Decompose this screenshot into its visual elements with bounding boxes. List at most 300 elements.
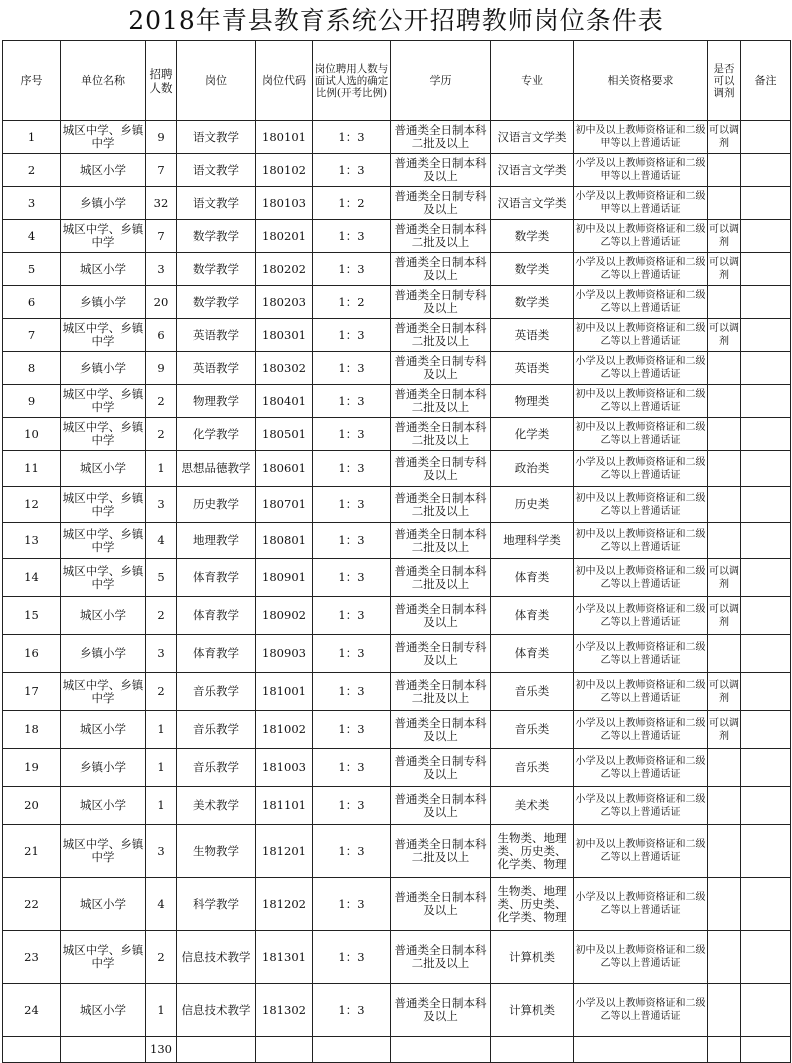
table-row <box>3 931 791 984</box>
unit-name-cell: 城区小学 <box>61 253 146 286</box>
post-code-cell: 181301 <box>256 931 313 984</box>
hire-count-cell: 7 <box>146 220 177 253</box>
major-cell: 物理类 <box>491 385 574 418</box>
ratio-cell: 1：2 <box>313 286 391 319</box>
table-body <box>3 121 791 1063</box>
unit-name-cell: 城区中学、乡镇中学 <box>61 385 146 418</box>
row-number-cell: 6 <box>3 286 61 319</box>
major-cell: 数学类 <box>491 220 574 253</box>
table-row <box>3 825 791 878</box>
adjustable-cell: 可以调剂 <box>708 597 741 635</box>
adjustable-cell: 可以调剂 <box>708 253 741 286</box>
qualification-cell: 小学及以上教师资格证和二级乙等以上普通话证 <box>574 984 708 1037</box>
post-name-cell: 音乐教学 <box>177 673 256 711</box>
unit-name-cell: 城区小学 <box>61 451 146 487</box>
post-code-cell: 181302 <box>256 984 313 1037</box>
unit-name-cell: 城区小学 <box>61 154 146 187</box>
hire-count-cell: 2 <box>146 931 177 984</box>
post-name-cell: 信息技术教学 <box>177 984 256 1037</box>
unit-name-cell: 城区中学、乡镇中学 <box>61 559 146 597</box>
hire-count-cell: 1 <box>146 749 177 787</box>
major-cell: 体育类 <box>491 635 574 673</box>
ratio-cell: 1：3 <box>313 559 391 597</box>
post-name-cell: 数学教学 <box>177 253 256 286</box>
qualification-cell: 初中及以上教师资格证和二级乙等以上普通话证 <box>574 487 708 523</box>
qualification-cell: 小学及以上教师资格证和二级乙等以上普通话证 <box>574 635 708 673</box>
post-code-cell: 180302 <box>256 352 313 385</box>
header-cell: 岗位聘用人数与面试人选的确定比例(开考比例) <box>313 41 391 121</box>
table-row <box>3 253 791 286</box>
unit-name-cell: 城区中学、乡镇中学 <box>61 487 146 523</box>
major-cell: 汉语言文学类 <box>491 187 574 220</box>
page-title: 2018年青县教育系统公开招聘教师岗位条件表 <box>128 6 664 35</box>
table-row <box>3 523 791 559</box>
post-code-cell: 180202 <box>256 253 313 286</box>
qualification-cell: 小学及以上教师资格证和二级乙等以上普通话证 <box>574 451 708 487</box>
remark-cell <box>741 385 791 418</box>
unit-name-cell: 城区中学、乡镇中学 <box>61 673 146 711</box>
table-row <box>3 451 791 487</box>
unit-name-cell: 城区小学 <box>61 597 146 635</box>
education-cell: 普通类全日制专科及以上 <box>391 286 491 319</box>
table-row <box>3 597 791 635</box>
qualification-cell: 小学及以上教师资格证和二级甲等以上普通话证 <box>574 154 708 187</box>
row-number-cell: 11 <box>3 451 61 487</box>
hire-count-cell: 9 <box>146 121 177 154</box>
row-number-cell: 13 <box>3 523 61 559</box>
remark-cell <box>741 253 791 286</box>
row-number-cell: 23 <box>3 931 61 984</box>
ratio-cell: 1：3 <box>313 931 391 984</box>
post-name-cell: 英语教学 <box>177 319 256 352</box>
row-number-cell: 21 <box>3 825 61 878</box>
remark-cell <box>741 418 791 451</box>
qualification-cell: 小学及以上教师资格证和二级乙等以上普通话证 <box>574 286 708 319</box>
hire-count-cell: 20 <box>146 286 177 319</box>
total-education-cell <box>391 1037 491 1063</box>
adjustable-cell <box>708 352 741 385</box>
post-code-cell: 181101 <box>256 787 313 825</box>
post-code-cell: 180601 <box>256 451 313 487</box>
ratio-cell: 1：3 <box>313 878 391 931</box>
qualification-cell: 初中及以上教师资格证和二级甲等以上普通话证 <box>574 121 708 154</box>
adjustable-cell <box>708 931 741 984</box>
adjustable-cell: 可以调剂 <box>708 673 741 711</box>
major-cell: 体育类 <box>491 559 574 597</box>
education-cell: 普通类全日制本科及以上 <box>391 154 491 187</box>
hire-count-cell: 32 <box>146 187 177 220</box>
adjustable-cell <box>708 385 741 418</box>
remark-cell <box>741 787 791 825</box>
education-cell: 普通类全日制本科二批及以上 <box>391 523 491 559</box>
adjustable-cell <box>708 749 741 787</box>
ratio-cell: 1：3 <box>313 597 391 635</box>
ratio-cell: 1：3 <box>313 635 391 673</box>
hire-count-cell: 9 <box>146 352 177 385</box>
hire-count-cell: 2 <box>146 385 177 418</box>
ratio-cell: 1：3 <box>313 121 391 154</box>
row-number-cell: 1 <box>3 121 61 154</box>
row-number-cell: 18 <box>3 711 61 749</box>
qualification-cell: 初中及以上教师资格证和二级乙等以上普通话证 <box>574 931 708 984</box>
header-cell: 岗位 <box>177 41 256 121</box>
education-cell: 普通类全日制本科二批及以上 <box>391 825 491 878</box>
hire-count-cell: 1 <box>146 451 177 487</box>
post-name-cell: 数学教学 <box>177 286 256 319</box>
table-row <box>3 878 791 931</box>
ratio-cell: 1：3 <box>313 787 391 825</box>
unit-name-cell: 城区中学、乡镇中学 <box>61 931 146 984</box>
adjustable-cell <box>708 451 741 487</box>
major-cell: 音乐类 <box>491 711 574 749</box>
qualification-cell: 小学及以上教师资格证和二级乙等以上普通话证 <box>574 352 708 385</box>
total-ratio-cell <box>313 1037 391 1063</box>
major-cell: 美术类 <box>491 787 574 825</box>
position-table <box>2 40 791 1063</box>
row-number-cell: 5 <box>3 253 61 286</box>
post-code-cell: 181002 <box>256 711 313 749</box>
qualification-cell: 初中及以上教师资格证和二级乙等以上普通话证 <box>574 220 708 253</box>
table-row <box>3 319 791 352</box>
adjustable-cell: 可以调剂 <box>708 559 741 597</box>
education-cell: 普通类全日制本科及以上 <box>391 984 491 1037</box>
ratio-cell: 1：3 <box>313 673 391 711</box>
adjustable-cell <box>708 635 741 673</box>
remark-cell <box>741 984 791 1037</box>
qualification-cell: 小学及以上教师资格证和二级乙等以上普通话证 <box>574 253 708 286</box>
hire-count-cell: 1 <box>146 787 177 825</box>
remark-cell <box>741 597 791 635</box>
post-name-cell: 音乐教学 <box>177 711 256 749</box>
post-name-cell: 物理教学 <box>177 385 256 418</box>
post-name-cell: 体育教学 <box>177 597 256 635</box>
ratio-cell: 1：3 <box>313 154 391 187</box>
post-code-cell: 180801 <box>256 523 313 559</box>
qualification-cell: 小学及以上教师资格证和二级乙等以上普通话证 <box>574 711 708 749</box>
adjustable-cell: 可以调剂 <box>708 220 741 253</box>
adjustable-cell: 可以调剂 <box>708 319 741 352</box>
remark-cell <box>741 559 791 597</box>
post-name-cell: 地理教学 <box>177 523 256 559</box>
adjustable-cell <box>708 286 741 319</box>
row-number-cell: 16 <box>3 635 61 673</box>
hire-count-cell: 5 <box>146 559 177 597</box>
remark-cell <box>741 154 791 187</box>
major-cell: 数学类 <box>491 253 574 286</box>
row-number-cell: 8 <box>3 352 61 385</box>
unit-name-cell: 城区小学 <box>61 787 146 825</box>
table-row <box>3 385 791 418</box>
unit-name-cell: 城区小学 <box>61 878 146 931</box>
hire-count-cell: 6 <box>146 319 177 352</box>
table-row <box>3 787 791 825</box>
ratio-cell: 1：3 <box>313 487 391 523</box>
hire-count-cell: 3 <box>146 487 177 523</box>
total-remark-cell <box>741 1037 791 1063</box>
major-cell: 音乐类 <box>491 749 574 787</box>
table-row <box>3 418 791 451</box>
qualification-cell: 小学及以上教师资格证和二级乙等以上普通话证 <box>574 749 708 787</box>
hire-count-cell: 4 <box>146 878 177 931</box>
post-name-cell: 生物教学 <box>177 825 256 878</box>
adjustable-cell <box>708 487 741 523</box>
major-cell: 生物类、地理类、历史类、化学类、物理 <box>491 825 574 878</box>
row-number-cell: 24 <box>3 984 61 1037</box>
total-hire-count-cell: 130 <box>146 1037 177 1063</box>
education-cell: 普通类全日制本科二批及以上 <box>391 418 491 451</box>
row-number-cell: 4 <box>3 220 61 253</box>
header-cell: 招聘人数 <box>146 41 177 121</box>
major-cell: 音乐类 <box>491 673 574 711</box>
total-row <box>3 1037 791 1063</box>
remark-cell <box>741 451 791 487</box>
major-cell: 英语类 <box>491 352 574 385</box>
qualification-cell: 初中及以上教师资格证和二级乙等以上普通话证 <box>574 559 708 597</box>
total-unit-name-cell <box>61 1037 146 1063</box>
remark-cell <box>741 121 791 154</box>
header-cell: 是否可以调剂 <box>708 41 741 121</box>
qualification-cell: 小学及以上教师资格证和二级乙等以上普通话证 <box>574 597 708 635</box>
qualification-cell: 小学及以上教师资格证和二级乙等以上普通话证 <box>574 787 708 825</box>
table-row <box>3 635 791 673</box>
table-row <box>3 187 791 220</box>
qualification-cell: 小学及以上教师资格证和二级乙等以上普通话证 <box>574 878 708 931</box>
unit-name-cell: 城区中学、乡镇中学 <box>61 319 146 352</box>
post-name-cell: 语文教学 <box>177 154 256 187</box>
table-row <box>3 154 791 187</box>
hire-count-cell: 2 <box>146 418 177 451</box>
total-adjustable-cell <box>708 1037 741 1063</box>
unit-name-cell: 城区小学 <box>61 711 146 749</box>
education-cell: 普通类全日制本科二批及以上 <box>391 385 491 418</box>
row-number-cell: 3 <box>3 187 61 220</box>
post-code-cell: 181001 <box>256 673 313 711</box>
ratio-cell: 1：3 <box>313 749 391 787</box>
ratio-cell: 1：3 <box>313 523 391 559</box>
post-code-cell: 180301 <box>256 319 313 352</box>
unit-name-cell: 城区小学 <box>61 984 146 1037</box>
unit-name-cell: 城区中学、乡镇中学 <box>61 523 146 559</box>
ratio-cell: 1：3 <box>313 253 391 286</box>
major-cell: 历史类 <box>491 487 574 523</box>
major-cell: 计算机类 <box>491 984 574 1037</box>
hire-count-cell: 7 <box>146 154 177 187</box>
post-code-cell: 180401 <box>256 385 313 418</box>
remark-cell <box>741 825 791 878</box>
header-cell: 备注 <box>741 41 791 121</box>
qualification-cell: 初中及以上教师资格证和二级乙等以上普通话证 <box>574 385 708 418</box>
major-cell: 地理科学类 <box>491 523 574 559</box>
header-cell: 专业 <box>491 41 574 121</box>
ratio-cell: 1：3 <box>313 825 391 878</box>
adjustable-cell: 可以调剂 <box>708 711 741 749</box>
ratio-cell: 1：3 <box>313 418 391 451</box>
table-row <box>3 559 791 597</box>
row-number-cell: 14 <box>3 559 61 597</box>
post-code-cell: 181003 <box>256 749 313 787</box>
qualification-cell: 初中及以上教师资格证和二级乙等以上普通话证 <box>574 673 708 711</box>
qualification-cell: 小学及以上教师资格证和二级甲等以上普通话证 <box>574 187 708 220</box>
education-cell: 普通类全日制本科及以上 <box>391 253 491 286</box>
unit-name-cell: 城区中学、乡镇中学 <box>61 418 146 451</box>
post-name-cell: 体育教学 <box>177 635 256 673</box>
adjustable-cell <box>708 418 741 451</box>
qualification-cell: 初中及以上教师资格证和二级乙等以上普通话证 <box>574 523 708 559</box>
education-cell: 普通类全日制专科及以上 <box>391 451 491 487</box>
education-cell: 普通类全日制专科及以上 <box>391 749 491 787</box>
total-qualification-cell <box>574 1037 708 1063</box>
post-name-cell: 数学教学 <box>177 220 256 253</box>
remark-cell <box>741 187 791 220</box>
remark-cell <box>741 749 791 787</box>
row-number-cell: 9 <box>3 385 61 418</box>
remark-cell <box>741 878 791 931</box>
ratio-cell: 1：3 <box>313 220 391 253</box>
adjustable-cell <box>708 825 741 878</box>
post-code-cell: 180103 <box>256 187 313 220</box>
remark-cell <box>741 286 791 319</box>
row-number-cell: 17 <box>3 673 61 711</box>
education-cell: 普通类全日制本科及以上 <box>391 878 491 931</box>
table-row <box>3 487 791 523</box>
post-name-cell: 历史教学 <box>177 487 256 523</box>
table-row <box>3 220 791 253</box>
remark-cell <box>741 352 791 385</box>
adjustable-cell: 可以调剂 <box>708 121 741 154</box>
total-row-number-cell <box>3 1037 61 1063</box>
post-code-cell: 181201 <box>256 825 313 878</box>
header-cell: 序号 <box>3 41 61 121</box>
major-cell: 数学类 <box>491 286 574 319</box>
education-cell: 普通类全日制本科二批及以上 <box>391 319 491 352</box>
post-code-cell: 180501 <box>256 418 313 451</box>
table-row <box>3 286 791 319</box>
header-cell: 学历 <box>391 41 491 121</box>
row-number-cell: 20 <box>3 787 61 825</box>
major-cell: 化学类 <box>491 418 574 451</box>
education-cell: 普通类全日制本科二批及以上 <box>391 220 491 253</box>
table-row <box>3 984 791 1037</box>
remark-cell <box>741 931 791 984</box>
row-number-cell: 10 <box>3 418 61 451</box>
header-cell: 相关资格要求 <box>574 41 708 121</box>
hire-count-cell: 1 <box>146 984 177 1037</box>
education-cell: 普通类全日制本科二批及以上 <box>391 931 491 984</box>
ratio-cell: 1：3 <box>313 984 391 1037</box>
hire-count-cell: 3 <box>146 635 177 673</box>
post-code-cell: 180201 <box>256 220 313 253</box>
row-number-cell: 19 <box>3 749 61 787</box>
adjustable-cell <box>708 154 741 187</box>
remark-cell <box>741 635 791 673</box>
post-name-cell: 语文教学 <box>177 187 256 220</box>
ratio-cell: 1：3 <box>313 319 391 352</box>
education-cell: 普通类全日制本科二批及以上 <box>391 121 491 154</box>
education-cell: 普通类全日制本科二批及以上 <box>391 673 491 711</box>
education-cell: 普通类全日制本科及以上 <box>391 597 491 635</box>
post-code-cell: 180902 <box>256 597 313 635</box>
row-number-cell: 2 <box>3 154 61 187</box>
education-cell: 普通类全日制专科及以上 <box>391 635 491 673</box>
total-post-code-cell <box>256 1037 313 1063</box>
unit-name-cell: 乡镇小学 <box>61 286 146 319</box>
hire-count-cell: 1 <box>146 711 177 749</box>
major-cell: 英语类 <box>491 319 574 352</box>
header-cell: 岗位代码 <box>256 41 313 121</box>
table-row <box>3 749 791 787</box>
remark-cell <box>741 673 791 711</box>
unit-name-cell: 乡镇小学 <box>61 635 146 673</box>
adjustable-cell <box>708 984 741 1037</box>
unit-name-cell: 城区中学、乡镇中学 <box>61 121 146 154</box>
hire-count-cell: 2 <box>146 673 177 711</box>
unit-name-cell: 乡镇小学 <box>61 352 146 385</box>
hire-count-cell: 2 <box>146 597 177 635</box>
unit-name-cell: 城区中学、乡镇中学 <box>61 825 146 878</box>
qualification-cell: 初中及以上教师资格证和二级乙等以上普通话证 <box>574 418 708 451</box>
education-cell: 普通类全日制专科及以上 <box>391 187 491 220</box>
post-code-cell: 180903 <box>256 635 313 673</box>
qualification-cell: 初中及以上教师资格证和二级乙等以上普通话证 <box>574 319 708 352</box>
major-cell: 汉语言文学类 <box>491 121 574 154</box>
post-code-cell: 180701 <box>256 487 313 523</box>
post-name-cell: 信息技术教学 <box>177 931 256 984</box>
ratio-cell: 1：3 <box>313 385 391 418</box>
hire-count-cell: 4 <box>146 523 177 559</box>
education-cell: 普通类全日制专科及以上 <box>391 352 491 385</box>
table-row <box>3 352 791 385</box>
total-major-cell <box>491 1037 574 1063</box>
education-cell: 普通类全日制本科及以上 <box>391 711 491 749</box>
remark-cell <box>741 220 791 253</box>
education-cell: 普通类全日制本科二批及以上 <box>391 487 491 523</box>
ratio-cell: 1：3 <box>313 451 391 487</box>
education-cell: 普通类全日制本科及以上 <box>391 787 491 825</box>
post-code-cell: 180102 <box>256 154 313 187</box>
post-name-cell: 化学教学 <box>177 418 256 451</box>
table-row <box>3 711 791 749</box>
ratio-cell: 1：3 <box>313 711 391 749</box>
header-cell: 单位名称 <box>61 41 146 121</box>
post-name-cell: 英语教学 <box>177 352 256 385</box>
adjustable-cell <box>708 523 741 559</box>
major-cell: 汉语言文学类 <box>491 154 574 187</box>
post-name-cell: 科学教学 <box>177 878 256 931</box>
qualification-cell: 初中及以上教师资格证和二级乙等以上普通话证 <box>574 825 708 878</box>
remark-cell <box>741 523 791 559</box>
post-code-cell: 180101 <box>256 121 313 154</box>
major-cell: 生物类、地理类、历史类、化学类、物理 <box>491 878 574 931</box>
ratio-cell: 1：2 <box>313 187 391 220</box>
major-cell: 体育类 <box>491 597 574 635</box>
remark-cell <box>741 711 791 749</box>
unit-name-cell: 乡镇小学 <box>61 187 146 220</box>
adjustable-cell <box>708 878 741 931</box>
major-cell: 计算机类 <box>491 931 574 984</box>
post-name-cell: 思想品德教学 <box>177 451 256 487</box>
ratio-cell: 1：3 <box>313 352 391 385</box>
post-code-cell: 180203 <box>256 286 313 319</box>
total-post-name-cell <box>177 1037 256 1063</box>
unit-name-cell: 乡镇小学 <box>61 749 146 787</box>
hire-count-cell: 3 <box>146 253 177 286</box>
post-name-cell: 语文教学 <box>177 121 256 154</box>
post-name-cell: 美术教学 <box>177 787 256 825</box>
adjustable-cell <box>708 787 741 825</box>
hire-count-cell: 3 <box>146 825 177 878</box>
row-number-cell: 15 <box>3 597 61 635</box>
post-name-cell: 体育教学 <box>177 559 256 597</box>
